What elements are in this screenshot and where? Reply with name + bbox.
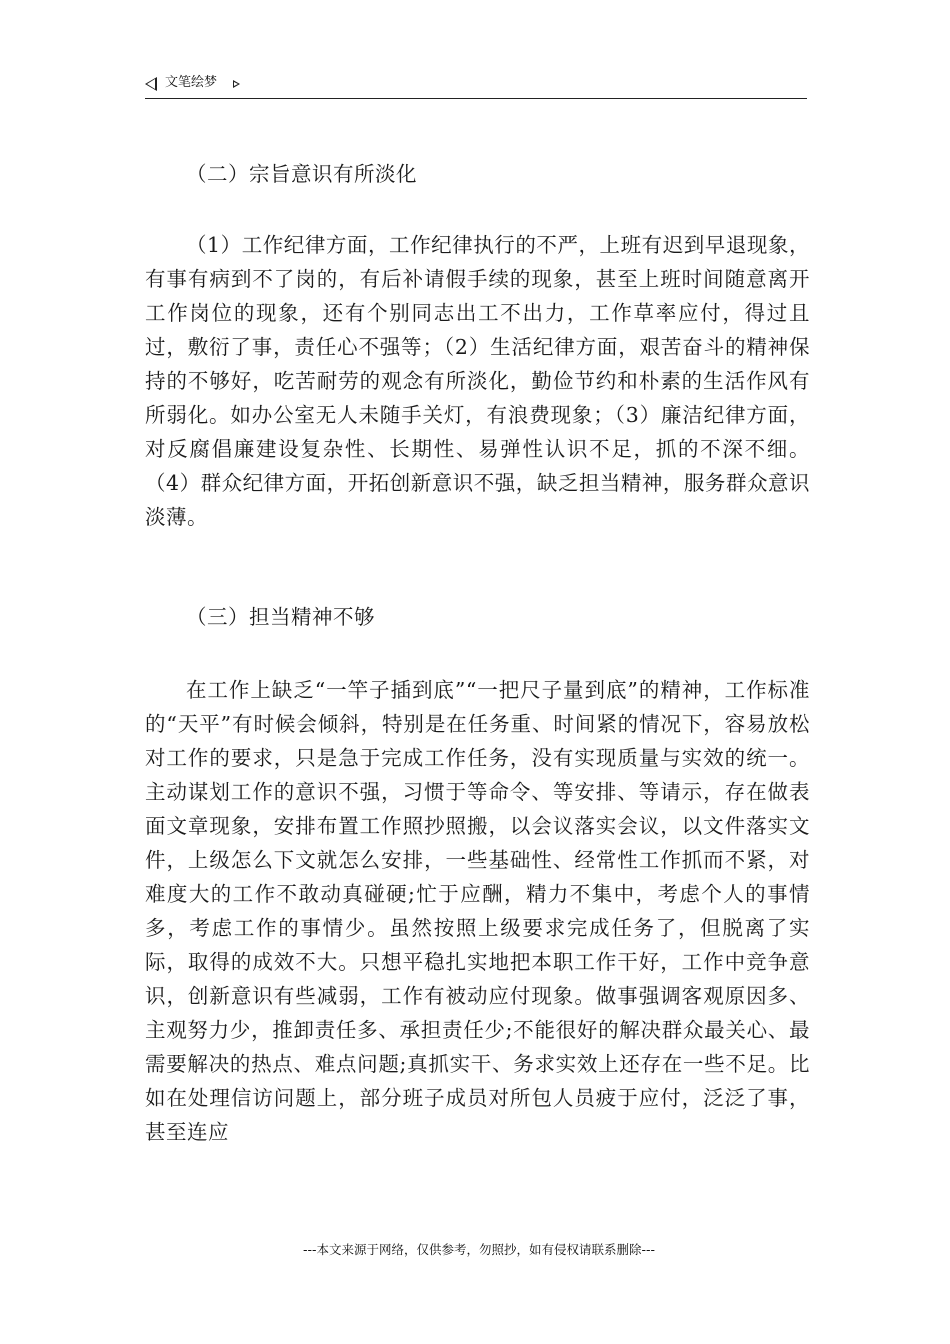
header-brand: 文笔绘梦 (165, 75, 218, 90)
section-heading-2: （二）宗旨意识有所淡化 (186, 162, 417, 186)
paragraph-discipline: （1）工作纪律方面，工作纪律执行的不严，上班有迟到早退现象，有事有病到不了岗的，有后补请假手续的现象，甚至上班时间随意离开工作岗位的现象，还有个别同志出工不出力，工作草率应付，得过且过，敷衍了事，责任心不强等；（2）生活纪律方面，艰苦奋斗的精神保持的不够好，吃苦耐劳的观念有所淡化，勤俭节约和朴素的生活作风有所弱化。如办公室无人未随手关灯，有浪费现象；（3）廉洁纪律方面，对反腐倡廉建设复杂性、长期性、易弹性认识不足，抓的不深不细。（4）群众纪律方面，开拓创新意识不强，缺乏担当精神，服务群众意识淡薄。 (145, 233, 810, 529)
page-footer: ---本文来源于网络，仅供参考，勿照抄，如有侵权请联系删除--- (302, 1242, 656, 1257)
triangle-left-icon (145, 77, 157, 91)
triangle-right-icon (233, 80, 240, 88)
page-header (145, 74, 807, 99)
section-heading-3: （三）担当精神不够 (186, 605, 375, 629)
paragraph-responsibility: 在工作上缺乏“一竿子插到底”“一把尺子量到底”的精神，工作标准的“天平”有时候会倾斜，特别是在任务重、时间紧的情况下，容易放松对工作的要求，只是急于完成工作任务，没有实现质量与实效的统一。主动谋划工作的意识不强，习惯于等命令、等安排、等请示，存在做表面文章现象，安排布置工作照抄照搬，以会议落实会议，以文件落实文件，上级怎么下文就怎么安排，一些基础性、经常性工作抓而不紧，对难度大的工作不敢动真碰硬;忙于应酬，精力不集中，考虑个人的事情多，考虑工作的事情少。虽然按照上级要求完成任务了，但脱离了实际，取得的成效不大。只想平稳扎实地把本职工作干好，工作中竞争意识，创新意识有些减弱，工作有被动应付现象。做事强调客观原因多、主观努力少，推卸责任多、承担责任少;不能很好的解决群众最关心、最需要解决的热点、难点问题;真抓实干、务求实效上还存在一些不足。比如在处理信访问题上，部分班子成员对所包人员疲于应付，泛泛了事，甚至连应 (145, 678, 810, 1144)
